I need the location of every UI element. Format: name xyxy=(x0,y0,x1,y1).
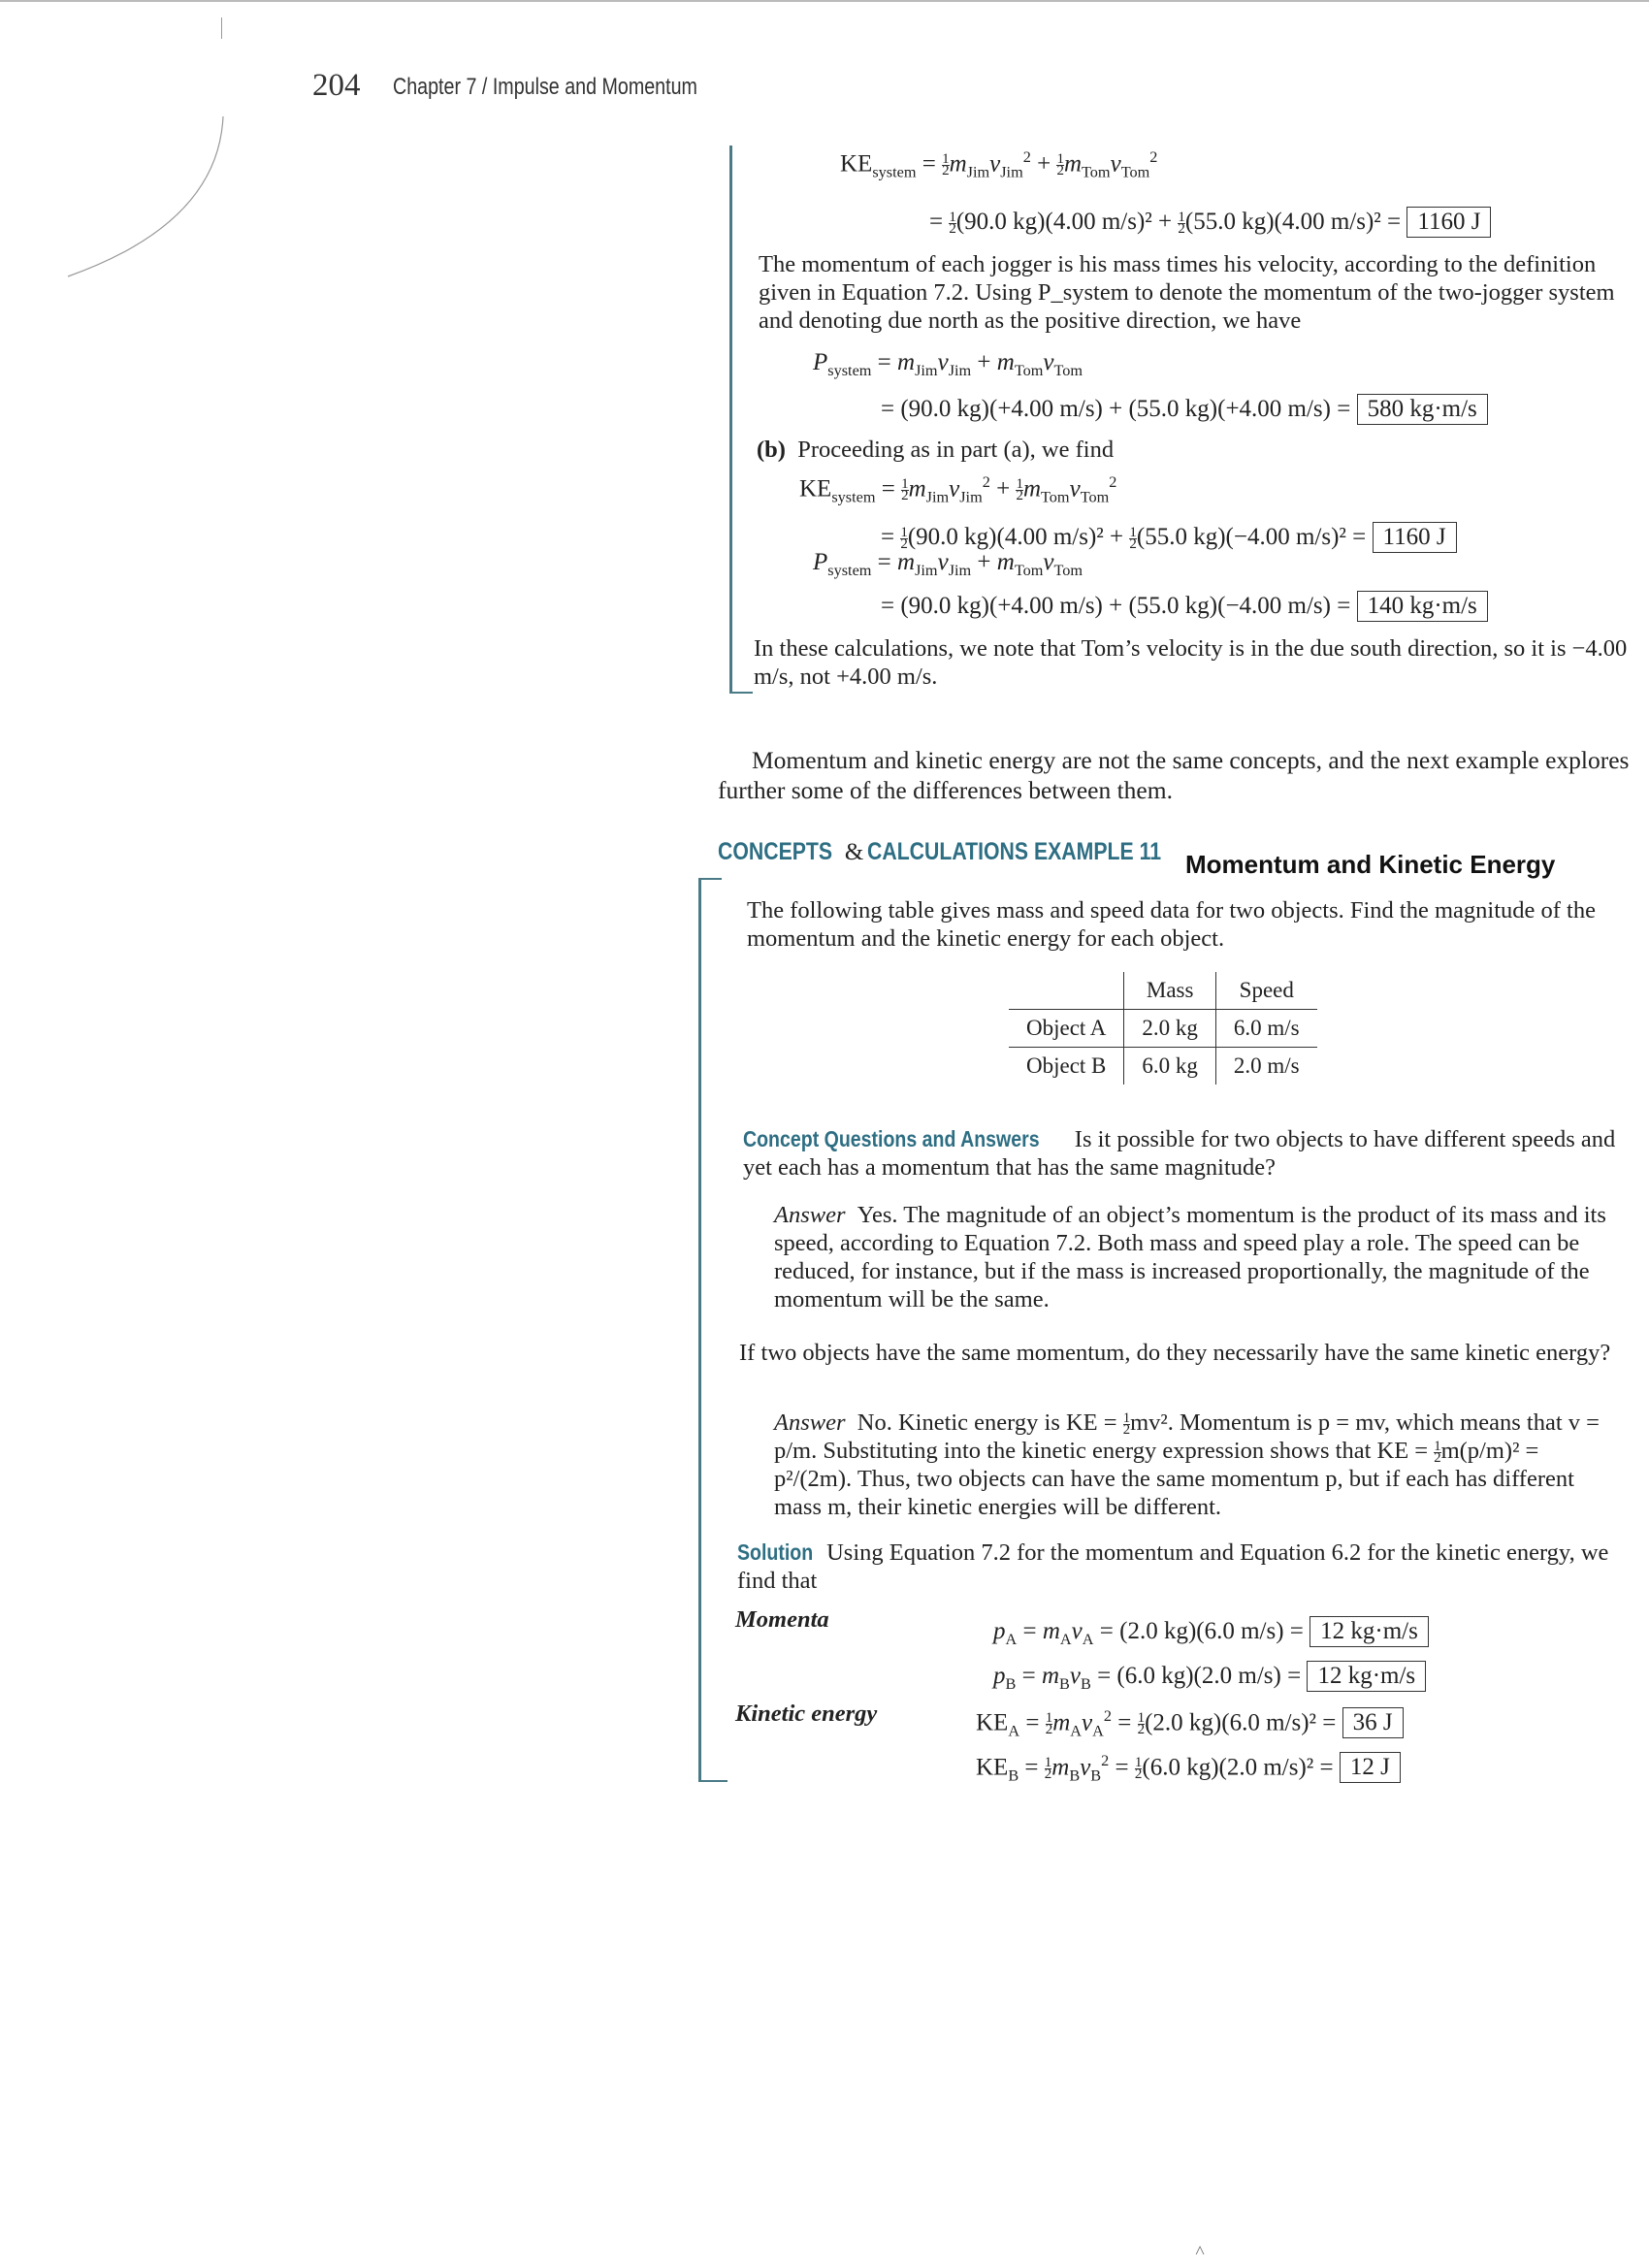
solution-bracket-foot xyxy=(729,692,753,694)
ke-system-equation: $KE_{system}$ = $\frac{1}{2}$ $m_{Jim}v_{Jim}^2$ + $\frac{1}{2}$ $m_{Tom}v_{Tom}^2$ xyxy=(840,148,1158,181)
example-statement: The following table gives mass and speed data for two objects. Find the magnitude of the momentum and the kinetic energy for each object. xyxy=(747,897,1596,952)
answer-2: Answer No. Kinetic energy is KE = $\frac{1}{2}$ mv². Momentum is p = mv, which means that v = p/m. Substituting into the kinetic energy expression shows that KE = $\frac{1}{2}$ m(p/m)² = p²/(2m). Thus, two objects can have the same momentum p, but if each has different mass m, their kinetic energies will be different. xyxy=(774,1409,1600,1520)
page-number: 204 xyxy=(312,68,361,103)
p-b-equation: $P_{system} = m_{Jim}v_{Jim} + m_{Tom}v_{Tom}$ xyxy=(813,549,1083,579)
example-heading: CONCEPTS & CALCULATIONS EXAMPLE 11 xyxy=(718,838,1162,865)
intro-paragraph: Momentum and kinetic energy are not the same concepts, and the next example explores further some of the differences between them. xyxy=(718,746,1630,804)
closing-note: In these calculations, we note that Tom’s velocity is in the due south direction, so it is −4.00 m/s, not +4.00 m/s. xyxy=(754,635,1628,690)
kea-equation: $KE_A$ = $\frac{1}{2}$ $m_Av_A^2$ = $\frac{1}{2}$ (2.0 kg)(6.0 m/s)² = 36 J xyxy=(976,1707,1404,1740)
concept-question-1: Concept Questions and Answers Is it possible for two objects to have different speeds and yet each has a momentum that has the same magnitude? xyxy=(743,1126,1616,1181)
momentum-paragraph: The momentum of each jogger is his mass times his velocity, according to the definition given in Equation 7.2. Using P_system to denote the momentum of the two-jogger system and denoting due north as the positive direction, we have xyxy=(759,251,1615,334)
chapter-title: Chapter 7 / Impulse and Momentum xyxy=(393,74,697,100)
table-row: Object B 6.0 kg 2.0 m/s xyxy=(1009,1048,1317,1085)
kea-answer-box: 36 J xyxy=(1342,1707,1404,1738)
table-row: Object A 2.0 kg 6.0 m/s xyxy=(1009,1010,1317,1048)
pa-answer-box: 12 kg·m/s xyxy=(1310,1616,1429,1647)
keb-equation: $KE_B$ = $\frac{1}{2}$ $m_Bv_B^2$ = $\frac{1}{2}$ (6.0 kg)(2.0 m/s)² = 12 J xyxy=(976,1752,1401,1785)
table-header-mass: Mass xyxy=(1124,972,1216,1010)
pb-equation: $p_B = m_Bv_B = (6.0$ kg)(2.0 m/s) = 12 kg·m/s xyxy=(993,1661,1426,1694)
margin-curve-drawing xyxy=(58,107,233,281)
table-header-speed: Speed xyxy=(1239,978,1294,1002)
concept-question-2: If two objects have the same momentum, do they necessarily have the same kinetic energy? xyxy=(739,1340,1611,1366)
concept-questions-label: Concept Questions and Answers xyxy=(743,1126,1040,1151)
example-bracket-foot xyxy=(698,1780,728,1782)
example-bracket-bar xyxy=(698,878,701,1782)
bottom-mark: ˄ xyxy=(1195,2241,1206,2260)
solution-bracket-bar xyxy=(729,146,732,694)
ke-answer-box: 1160 J xyxy=(1406,207,1491,238)
pa-equation: $p_A = m_Av_A = (2.0$ kg)(6.0 m/s) = 12 kg·m/s xyxy=(993,1616,1429,1649)
ke-b-equation: $KE_{system}$ = $\frac{1}{2}$ $m_{Jim}v_{Jim}^2$ + $\frac{1}{2}$ $m_{Tom}v_{Tom}^2$ xyxy=(799,473,1117,506)
ke-b-numeric: = $\frac{1}{2}$ (90.0 kg)(4.00 m/s)² + $\frac{1}{2}$ (55.0 kg)(−4.00 m/s)² = 1160 J xyxy=(881,522,1457,553)
p-system-equation: $P_{system} = m_{Jim}v_{Jim} + m_{Tom}v_{Tom}$ xyxy=(813,349,1083,379)
margin-tick xyxy=(221,17,222,39)
ke-b-answer-box: 1160 J xyxy=(1373,522,1457,553)
concepts-label: CONCEPTS xyxy=(718,838,833,865)
table-header-row xyxy=(1009,972,1317,1010)
pb-answer-box: 12 kg·m/s xyxy=(1307,1661,1426,1692)
example-bracket-top xyxy=(698,878,722,880)
ke-system-numeric: = $\frac{1}{2}$ (90.0 kg)(4.00 m/s)² + $\frac{1}{2}$ (55.0 kg)(4.00 m/s)² = 1160 J xyxy=(929,207,1491,238)
page-edge-line xyxy=(0,0,1649,2)
example-title: Momentum and Kinetic Energy xyxy=(1185,850,1556,879)
p-system-numeric: = (90.0 kg)(+4.00 m/s) + (55.0 kg)(+4.00 m/s) = 580 kg·m/s xyxy=(881,394,1488,425)
calculations-label: CALCULATIONS EXAMPLE 11 xyxy=(867,838,1162,865)
momenta-label: Momenta xyxy=(735,1606,829,1633)
p-answer-box: 580 kg·m/s xyxy=(1357,394,1488,425)
p-b-answer-box: 140 kg·m/s xyxy=(1357,591,1488,622)
keb-answer-box: 12 J xyxy=(1340,1752,1401,1783)
mass-speed-table xyxy=(1009,972,1317,1085)
answer-1: Answer Yes. The magnitude of an object’s momentum is the product of its mass and its speed, according to Equation 7.2. Both mass and speed play a role. The speed can be reduced, for instance, but if the mass is increased proportionally, the magnitude of the momentum will be the same. xyxy=(774,1202,1606,1312)
solution-label: Solution xyxy=(737,1539,814,1565)
part-b-intro: (b) Proceeding as in part (a), we find xyxy=(757,437,1115,463)
p-b-numeric: = (90.0 kg)(+4.00 m/s) + (55.0 kg)(−4.00 m/s) = 140 kg·m/s xyxy=(881,591,1488,622)
kinetic-energy-label: Kinetic energy xyxy=(735,1701,878,1727)
solution-paragraph: Solution Using Equation 7.2 for the momentum and Equation 6.2 for the kinetic energy, we find that xyxy=(737,1539,1609,1594)
